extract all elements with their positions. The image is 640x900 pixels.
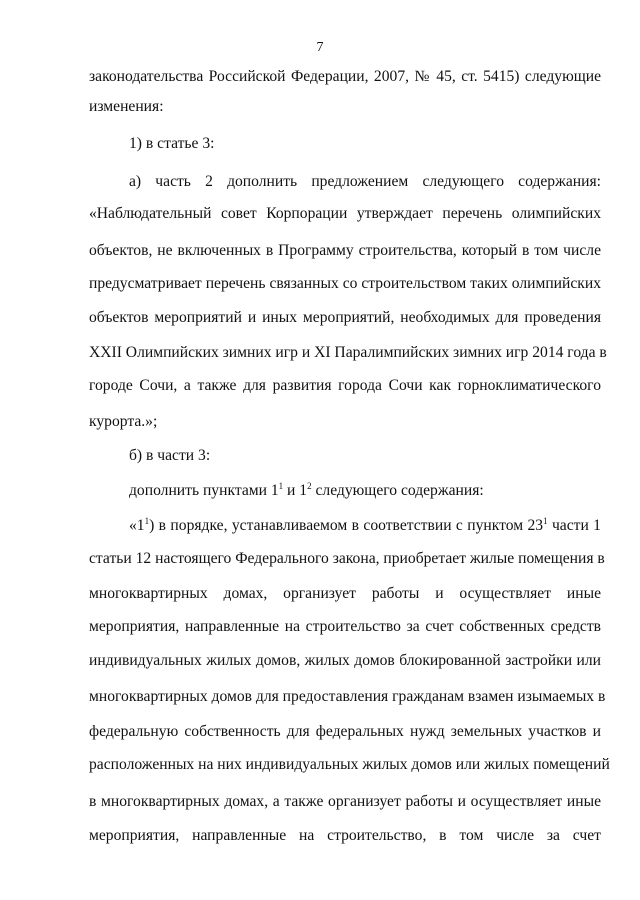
- text-fragment: дополнить пунктами 1: [129, 482, 279, 499]
- text-fragment: следующего содержания:: [311, 482, 484, 499]
- text-line: в многоквартирных домах, а также организует работы и осуществляет иные: [89, 793, 601, 810]
- text-fragment: и 1: [283, 482, 308, 499]
- text-line-with-superscripts: [129, 481, 601, 501]
- superscript: 2: [307, 481, 312, 491]
- text-line: многоквартирных домов для предоставления гражданам взамен изымаемых в: [89, 688, 606, 705]
- text-line-with-superscripts: [129, 516, 601, 536]
- text-line: многоквартирных домах, организует работы и осуществляет иные: [89, 585, 601, 602]
- text-fragment: части 1: [547, 517, 601, 534]
- text-line: федеральную собственность для федеральных нужд земельных участков и: [89, 723, 601, 740]
- text-line: мероприятия, направленные на строительство, в том числе за счет: [89, 827, 601, 844]
- text-line: объектов, не включенных в Программу строительства, который в том числе: [89, 242, 601, 259]
- text-line: предусматривает перечень связанных со строительством таких олимпийских: [89, 275, 601, 292]
- text-line: мероприятия, направленные на строительство за счет собственных средств: [89, 618, 601, 635]
- text-fragment: ) в порядке, устанавливаемом в соответствии с пунктом 23: [149, 517, 544, 534]
- text-line: изменения:: [89, 98, 164, 115]
- text-line: курорта.»;: [89, 413, 158, 430]
- text-line: а) часть 2 дополнить предложением следующего содержания:: [129, 173, 601, 190]
- text-line: расположенных на них индивидуальных жилых домов или жилых помещений: [89, 756, 610, 773]
- text-line: объектов мероприятий и иных мероприятий, необходимых для проведения: [89, 309, 601, 326]
- superscript: 1: [144, 516, 150, 526]
- text-line: XXII Олимпийских зимних игр и XI Паралимпийских зимних игр 2014 года в: [89, 344, 607, 361]
- text-fragment: «1: [129, 517, 145, 534]
- page-number: 7: [316, 40, 324, 55]
- superscript: 1: [278, 481, 284, 491]
- text-line: индивидуальных жилых домов, жилых домов блокированной застройки или: [89, 652, 601, 669]
- text-line: законодательства Российской Федерации, 2007, № 45, ст. 5415) следующие: [89, 68, 601, 85]
- superscript: 1: [543, 516, 548, 526]
- text-line: статьи 12 настоящего Федерального закона, приобретает жилые помещения в: [89, 550, 605, 567]
- text-line: 1) в статье 3:: [129, 135, 215, 152]
- text-line: городе Сочи, а также для развития города Сочи как горноклиматического: [89, 377, 601, 394]
- text-line: «Наблюдательный совет Корпорации утверждает перечень олимпийских: [89, 205, 601, 222]
- text-line: б) в части 3:: [129, 447, 211, 464]
